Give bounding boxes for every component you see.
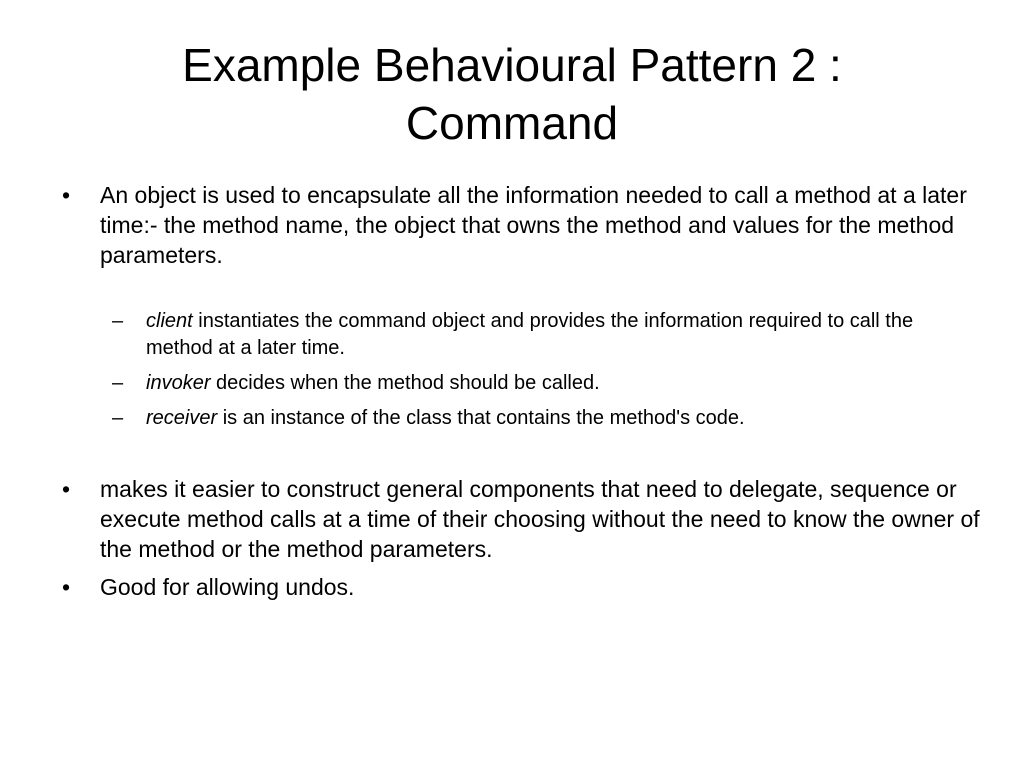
sub-bullet-item <box>112 308 982 362</box>
bullet-item <box>62 572 982 602</box>
slide-title-line-2: Command <box>405 97 619 149</box>
sub-bullet-term: invoker <box>146 372 211 394</box>
bullet-marker: • <box>62 182 71 208</box>
bullet-item <box>62 180 982 270</box>
bullet-text: An object is used to encapsulate all the information needed to call a method at a later time:- the method name, the object that owns the method and values for the method parameters. <box>100 182 967 268</box>
dash-marker: – <box>112 407 124 429</box>
slide-title <box>60 36 964 152</box>
sub-bullet-term: receiver <box>146 407 218 429</box>
dash-marker: – <box>112 372 124 394</box>
slide-body <box>62 180 982 610</box>
bullet-marker: • <box>62 476 71 502</box>
dash-marker: – <box>112 310 124 332</box>
sub-bullet-text: decides when the method should be called. <box>210 372 600 394</box>
bullet-text: Good for allowing undos. <box>100 574 355 600</box>
sub-bullet-text: instantiates the command object and provides the information required to call the method at a later time. <box>146 310 914 359</box>
bullet-text: makes it easier to construct general components that need to delegate, sequence or execute method calls at a time of their choosing without the need to know the owner of the method or the method parameters. <box>100 476 980 562</box>
sub-bullet-item <box>112 405 982 432</box>
sub-bullet-text: is an instance of the class that contains the method's code. <box>217 407 745 429</box>
bullet-marker: • <box>62 574 71 600</box>
sub-bullet-item <box>112 370 982 397</box>
bullet-item <box>62 474 982 564</box>
sub-bullet-term: client <box>146 310 193 332</box>
slide-title-line-1: Example Behavioural Pattern 2 : <box>182 39 842 91</box>
